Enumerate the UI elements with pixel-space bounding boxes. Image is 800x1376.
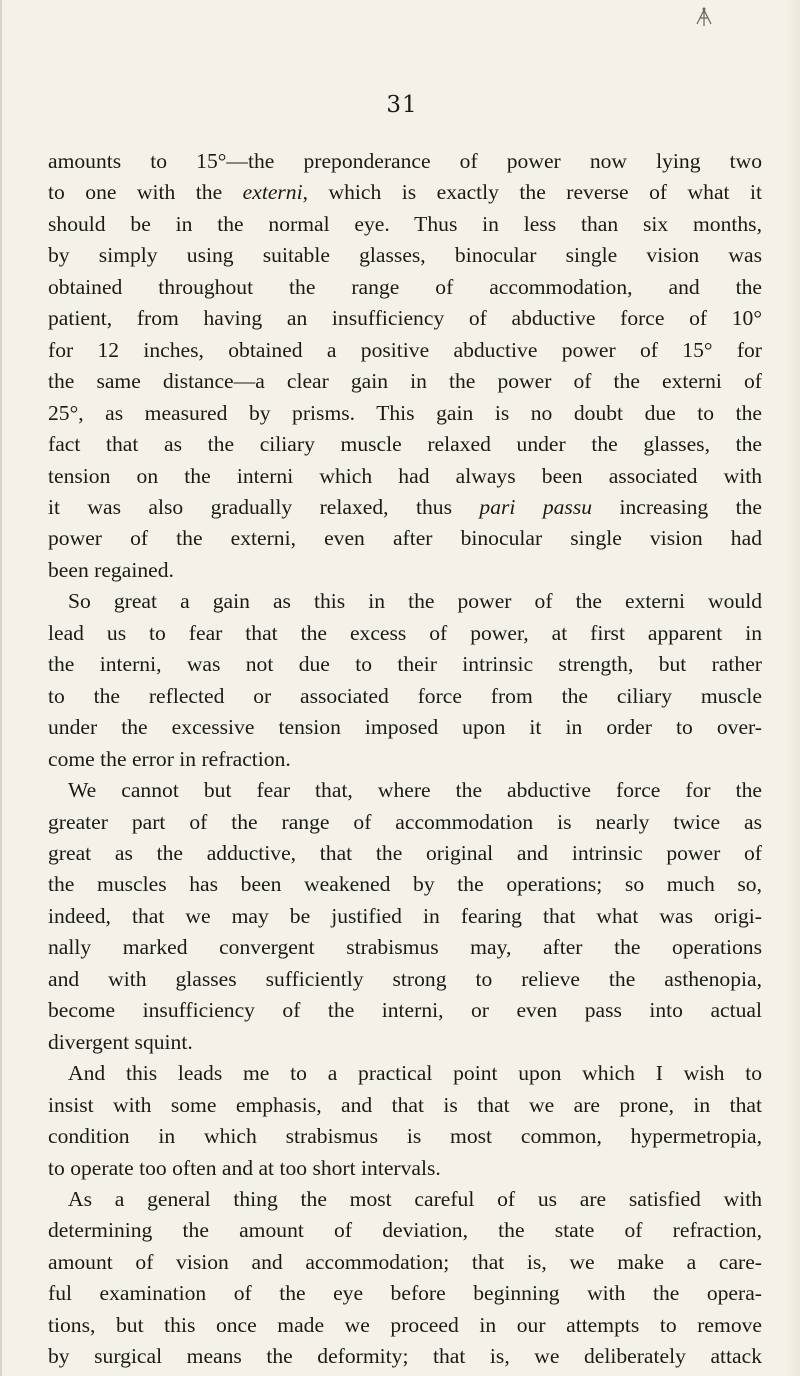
text-line: We cannot but fear that, where the abductive force for the (68, 778, 762, 803)
text-line: power of the externi, even after binocular single vision had (48, 526, 762, 551)
text-line: condition in which strabismus is most common, hypermetropia, (48, 1124, 762, 1149)
text-line: been regained. (48, 557, 174, 582)
text-line: to the reflected or associated force from the ciliary muscle (48, 683, 762, 708)
body-text (48, 146, 762, 1373)
text-line: divergent squint. (48, 1029, 193, 1054)
text-line: the same distance—a clear gain in the power of the externi of (48, 369, 762, 394)
text-line: So great a gain as this in the power of the externi would (68, 589, 762, 614)
text-line: the muscles has been weakened by the operations; so much so, (48, 872, 762, 897)
text-line: the interni, was not due to their intrinsic strength, but rather (48, 652, 762, 677)
text-line: by surgical means the deformity; that is, we deliberately attack (48, 1344, 762, 1369)
page-number: 31 (386, 92, 418, 118)
text-line: tension on the interni which had always been associated with (48, 463, 762, 488)
text-line: And this leads me to a practical point upon which I wish to (68, 1061, 762, 1086)
text-line: for 12 inches, obtained a positive abductive power of 15° for (48, 337, 762, 362)
page-edge-shadow (786, 0, 800, 1376)
ornament-mark-icon (694, 6, 714, 28)
text-line: nally marked convergent strabismus may, after the operations (48, 935, 762, 960)
text-line: amount of vision and accommodation; that is, we make a care- (48, 1249, 762, 1274)
text-line: tions, but this once made we proceed in our attempts to remove (48, 1312, 762, 1337)
text-line: determining the amount of deviation, the state of refraction, (48, 1218, 762, 1243)
text-line: As a general thing the most careful of us are satisfied with (68, 1186, 762, 1211)
text-line: indeed, that we may be justified in fearing that what was origi- (48, 903, 762, 928)
text-line: ful examination of the eye before beginning with the opera- (48, 1281, 762, 1306)
text-segment: , which is exactly the reverse of what it (302, 180, 762, 205)
text-line: become insufficiency of the interni, or even pass into actual (48, 998, 762, 1023)
italic-term: externi (242, 180, 303, 205)
text-line: fact that as the ciliary muscle relaxed under the glasses, the (48, 432, 762, 457)
text-line: by simply using suitable glasses, binocular single vision was (48, 243, 762, 268)
text-line (48, 492, 762, 523)
text-segment: to one with the (48, 180, 243, 205)
italic-term: pari passu (479, 494, 593, 519)
text-segment: it was also gradually relaxed, thus (48, 494, 480, 519)
text-line: to operate too often and at too short intervals. (48, 1155, 441, 1180)
text-line: patient, from having an insufficiency of abductive force of 10° (48, 306, 762, 331)
text-line: under the excessive tension imposed upon it in order to over- (48, 715, 762, 740)
text-line: greater part of the range of accommodation is nearly twice as (48, 809, 762, 834)
text-line: and with glasses sufficiently strong to relieve the asthenopia, (48, 966, 762, 991)
text-segment: increasing the (592, 494, 763, 519)
text-line: come the error in refraction. (48, 746, 291, 771)
text-line: great as the adductive, that the original and intrinsic power of (48, 840, 762, 865)
text-line: insist with some emphasis, and that is that we are prone, in that (48, 1092, 762, 1117)
text-line: should be in the normal eye. Thus in less than six months, (48, 211, 762, 236)
text-line (48, 177, 762, 208)
text-line: lead us to fear that the excess of power, at first apparent in (48, 620, 762, 645)
text-line: 25°, as measured by prisms. This gain is no doubt due to the (48, 400, 762, 425)
text-line: obtained throughout the range of accommodation, and the (48, 274, 762, 299)
text-line: amounts to 15°—the preponderance of power now lying two (48, 149, 762, 173)
